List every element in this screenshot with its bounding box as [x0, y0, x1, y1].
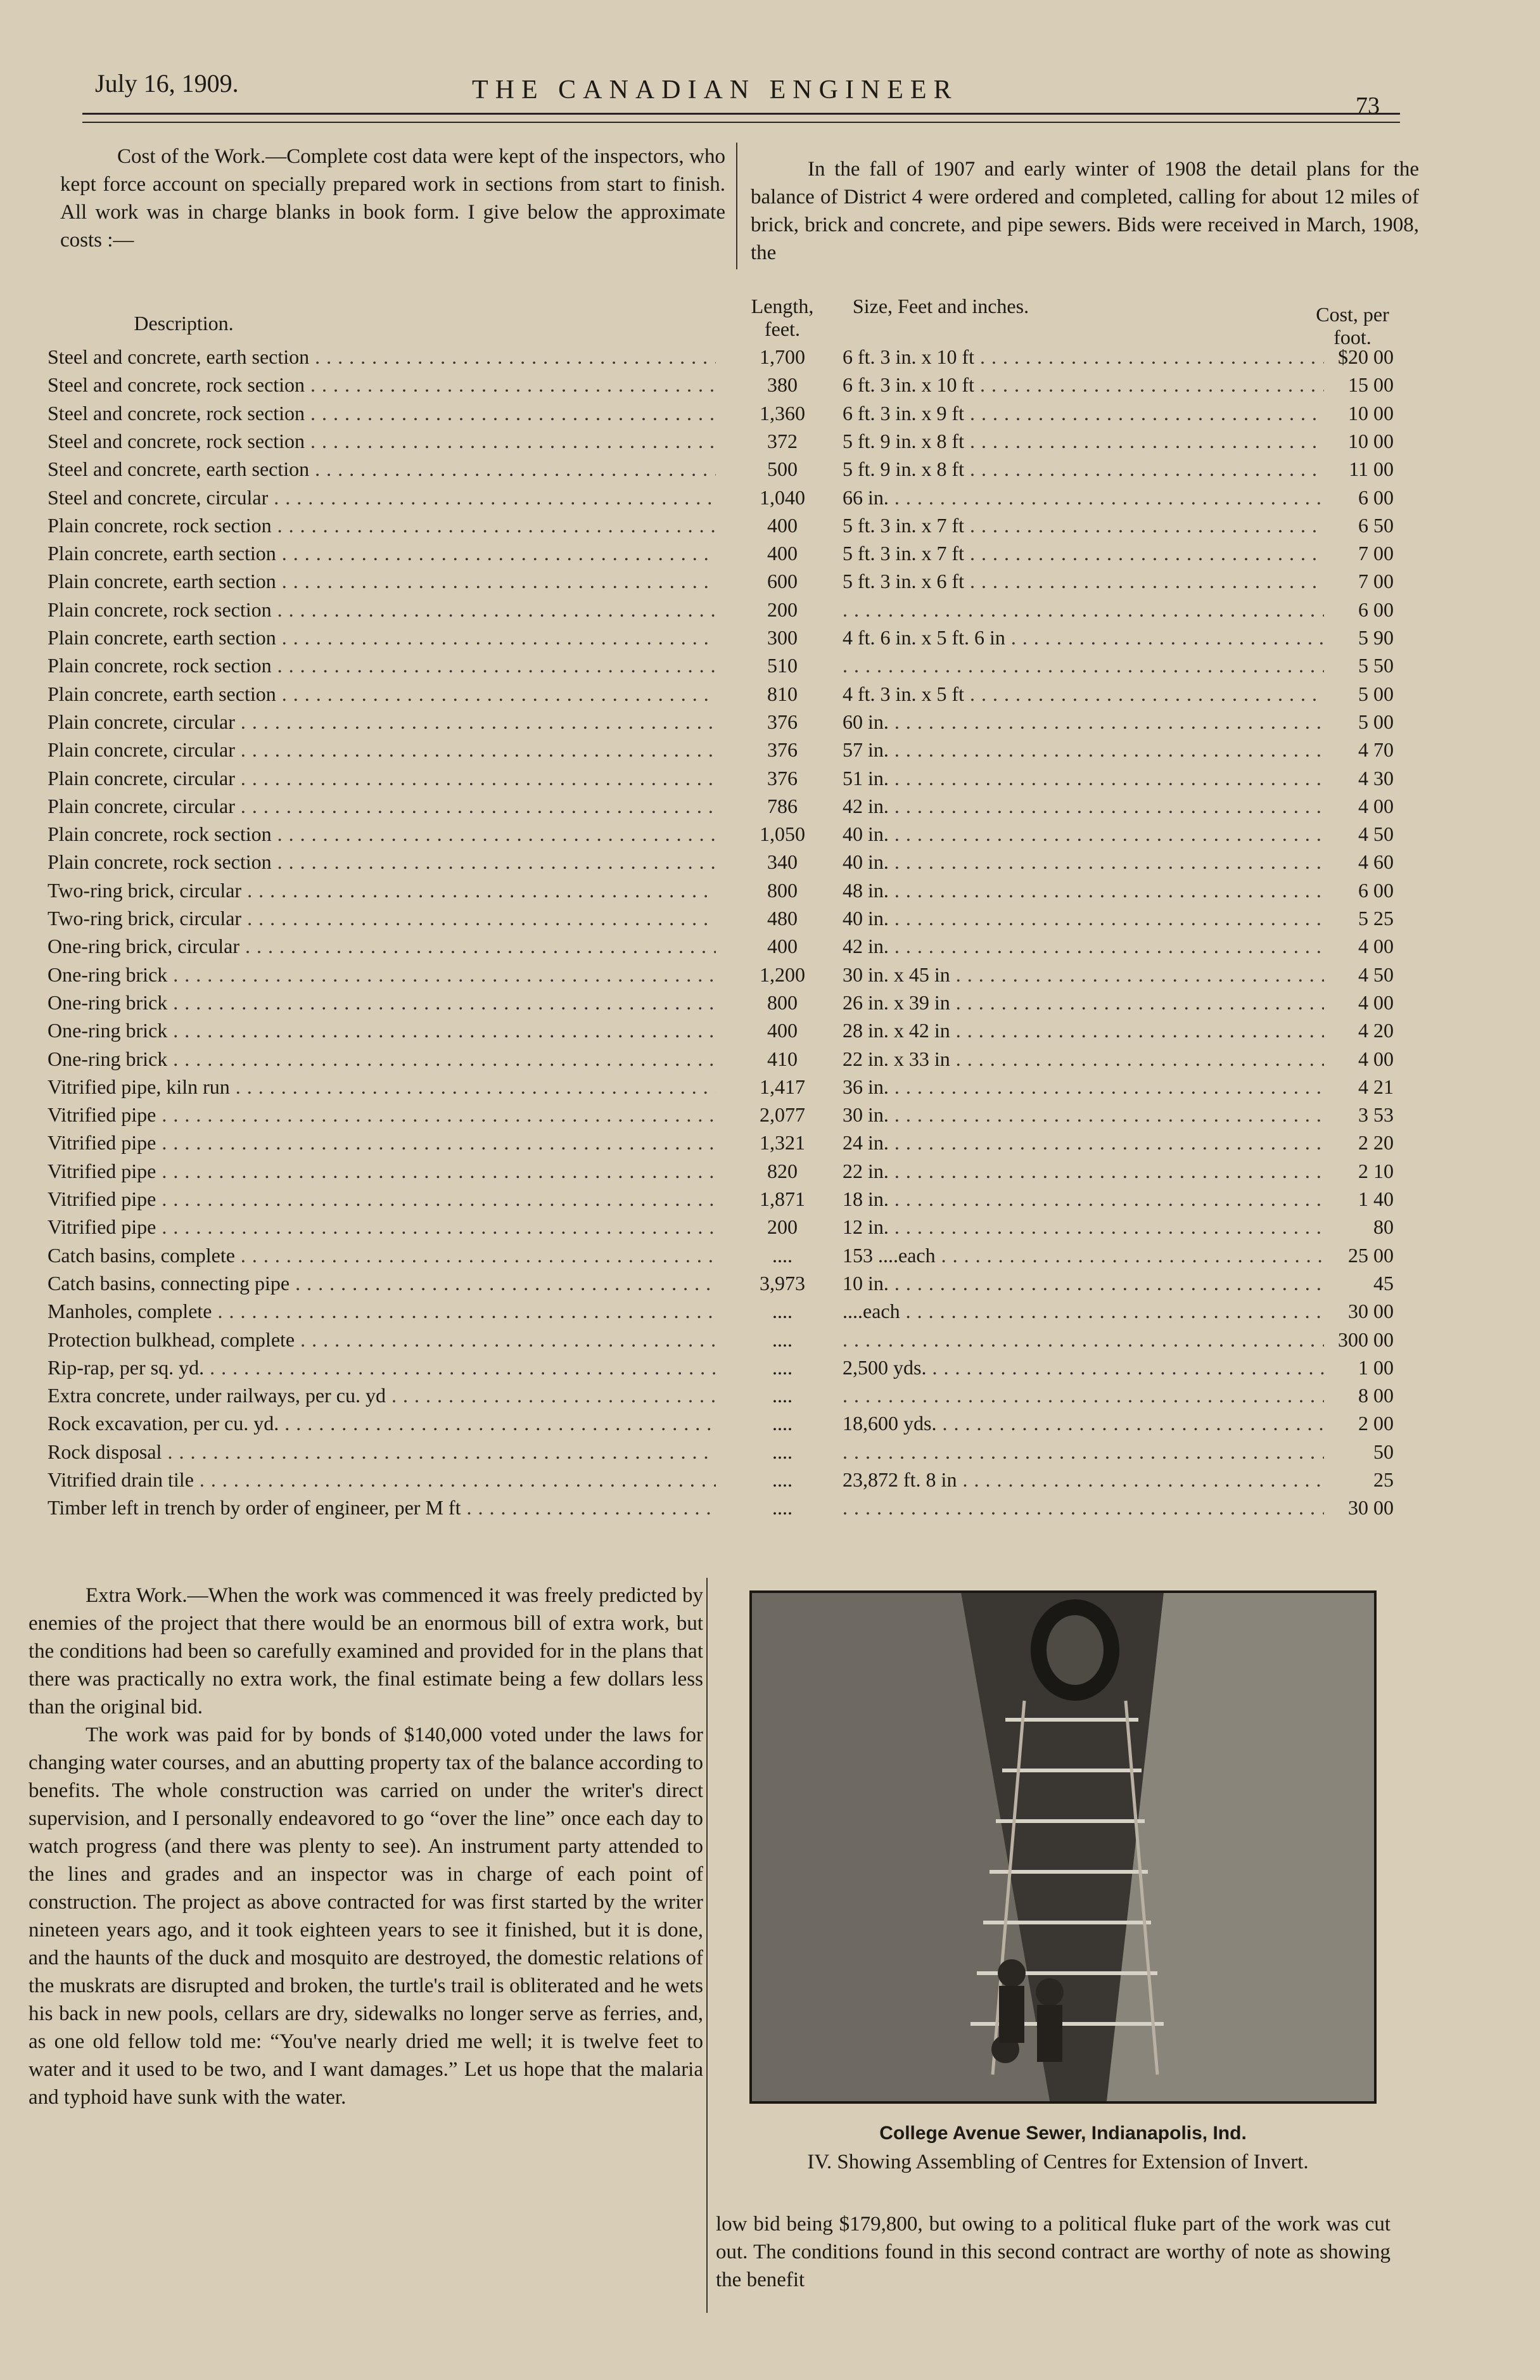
- table-row: [0, 1047, 1540, 1075]
- row-length: ....: [772, 1243, 792, 1267]
- row-description: Catch basins, complete . . .: [48, 1244, 716, 1267]
- row-size: 26 in. x 39 in . . .: [843, 991, 1324, 1014]
- row-cost: 300 00: [1338, 1328, 1394, 1351]
- row-cost: 4 21: [1358, 1075, 1394, 1098]
- table-row: [0, 1272, 1540, 1300]
- row-length: 3,973: [760, 1271, 805, 1295]
- row-size: 30 in. . . .: [843, 1103, 1324, 1127]
- row-description: Timber left in trench by order of engineer, per M ft . . .: [48, 1496, 716, 1519]
- row-cost: 6 00: [1358, 485, 1394, 509]
- row-size: 48 in. . . .: [843, 879, 1324, 902]
- row-cost: 30 00: [1348, 1496, 1394, 1519]
- row-size: 4 ft. 3 in. x 5 ft . . .: [843, 682, 1324, 706]
- row-length: 376: [767, 738, 798, 762]
- row-description: One-ring brick, circular . . .: [48, 935, 716, 958]
- row-length: 1,871: [760, 1187, 805, 1210]
- table-row: [0, 1328, 1540, 1356]
- row-length: ....: [772, 1440, 792, 1463]
- row-length: 376: [767, 766, 798, 790]
- row-description: Vitrified pipe, kiln run . . .: [48, 1075, 716, 1099]
- table-row: [0, 710, 1540, 738]
- row-size: 60 in. . . .: [843, 710, 1324, 734]
- row-cost: 15 00: [1348, 373, 1394, 397]
- row-size: 5 ft. 3 in. x 7 ft . . .: [843, 514, 1324, 537]
- table-row: [0, 795, 1540, 822]
- row-size: 2,500 yds. . . .: [843, 1356, 1324, 1379]
- row-length: 480: [767, 907, 798, 930]
- row-size: 5 ft. 9 in. x 8 ft . . .: [843, 457, 1324, 481]
- extra-work-text: Extra Work.—When the work was commenced it was freely predicted by enemies of the project that there would be an enormous bill of extra work, but the conditions had been so carefully examined and provided for in the plans that there was practically no extra work, the final estimate being a few dollars less than the original bid.: [29, 1584, 703, 1718]
- row-size: 30 in. x 45 in . . .: [843, 963, 1324, 987]
- bonds-text: The work was paid for by bonds of $140,000 voted under the laws for changing water courses, and an abutting property tax of the balance according to benefits. The whole construction was carried on under the writer's direct supervision, and I personally endeavored to go “over the line” once each day to watch progress (and there was plenty to see). An instrument party attended to the lines and grades and an inspector was in charge of each point of construction. The project as above contracted for was first started by the writer nineteen years ago, and it took eighteen years to see it finished, but it is done, and the haunts of the duck and mosquito are destroyed, the domestic relations of the muskrats are disrupted and broken, the turtle's trail is obliterated and he wets his back in new pools, cellars are dry, sidewalks no longer serve as ferries, and, as one old fellow told me: “You've nearly dried me well; it is twelve feet to water and it used to be two, and I want damages.” Let us hope that the malaria and typhoid have sunk with the water.: [29, 1724, 703, 2109]
- row-size: 28 in. x 42 in . . .: [843, 1019, 1324, 1042]
- row-size: 40 in. . . .: [843, 907, 1324, 930]
- row-description: Plain concrete, circular . . .: [48, 738, 716, 762]
- row-description: Plain concrete, earth section . . .: [48, 682, 716, 706]
- table-row: [0, 907, 1540, 935]
- table-row: [0, 345, 1540, 373]
- table-row: [0, 1244, 1540, 1272]
- row-length: 400: [767, 1019, 798, 1042]
- row-cost: 25 00: [1348, 1243, 1394, 1267]
- row-description: Steel and concrete, rock section . . .: [48, 430, 716, 453]
- row-length: 800: [767, 990, 798, 1014]
- row-size: 5 ft. 3 in. x 6 ft . . .: [843, 570, 1324, 593]
- row-length: 200: [767, 598, 798, 621]
- row-cost: 4 00: [1358, 935, 1394, 958]
- row-size: 18 in. . . .: [843, 1187, 1324, 1211]
- table-row: [0, 850, 1540, 878]
- row-description: Plain concrete, earth section . . .: [48, 570, 716, 593]
- row-description: Plain concrete, earth section . . .: [48, 542, 716, 565]
- row-description: Plain concrete, circular . . .: [48, 795, 716, 818]
- row-description: Plain concrete, circular . . .: [48, 710, 716, 734]
- row-description: Two-ring brick, circular . . .: [48, 879, 716, 902]
- header-rule: [82, 113, 1400, 115]
- figure-caption: IV. Showing Assembling of Centres for Extension of Invert.: [807, 2151, 1309, 2173]
- row-length: ....: [772, 1328, 792, 1351]
- table-row: [0, 1215, 1540, 1243]
- row-description: Plain concrete, rock section . . .: [48, 514, 716, 537]
- row-size: 10 in. . . .: [843, 1272, 1324, 1295]
- table-row: [0, 486, 1540, 514]
- table-row: [0, 373, 1540, 401]
- row-description: Steel and concrete, rock section . . .: [48, 402, 716, 425]
- row-size: 42 in. . . .: [843, 935, 1324, 958]
- row-length: 1,321: [760, 1131, 805, 1155]
- row-size: [843, 1440, 1324, 1464]
- header-cost: Cost, per foot.: [1316, 303, 1389, 349]
- row-cost: 5 00: [1358, 682, 1394, 705]
- row-size: [843, 1384, 1324, 1407]
- row-cost: 50: [1373, 1440, 1394, 1463]
- row-size: [843, 598, 1324, 622]
- row-cost: 5 00: [1358, 710, 1394, 733]
- row-size: 36 in. . . .: [843, 1075, 1324, 1099]
- row-cost: 4 00: [1358, 990, 1394, 1014]
- row-description: Plain concrete, circular . . .: [48, 767, 716, 790]
- row-length: 600: [767, 570, 798, 593]
- row-description: Manholes, complete . . .: [48, 1300, 716, 1323]
- row-length: 1,360: [760, 401, 805, 425]
- row-size: 22 in. . . .: [843, 1160, 1324, 1183]
- row-cost: 4 60: [1358, 850, 1394, 874]
- row-description: Steel and concrete, earth section . . .: [48, 345, 716, 369]
- row-cost: 4 50: [1358, 963, 1394, 986]
- table-row: [0, 1356, 1540, 1384]
- table-row: [0, 1412, 1540, 1440]
- column-divider-bottom: [706, 1578, 708, 2313]
- row-size: 66 in. . . .: [843, 486, 1324, 509]
- row-description: Two-ring brick, circular . . .: [48, 907, 716, 930]
- table-row: [0, 1019, 1540, 1047]
- row-cost: 45: [1373, 1271, 1394, 1295]
- row-description: One-ring brick . . .: [48, 963, 716, 987]
- row-length: 820: [767, 1159, 798, 1182]
- header-length: Length, feet.: [751, 295, 814, 340]
- row-size: 42 in. . . .: [843, 795, 1324, 818]
- row-cost: 4 70: [1358, 738, 1394, 762]
- row-length: ....: [772, 1496, 792, 1519]
- row-length: 1,040: [760, 485, 805, 509]
- row-description: Vitrified pipe . . .: [48, 1215, 716, 1239]
- row-cost: 8 00: [1358, 1384, 1394, 1407]
- row-size: [843, 1496, 1324, 1519]
- row-description: One-ring brick . . .: [48, 1047, 716, 1071]
- row-size: 40 in. . . .: [843, 850, 1324, 874]
- table-row: [0, 963, 1540, 991]
- row-description: Plain concrete, rock section . . .: [48, 850, 716, 874]
- row-cost: 2 00: [1358, 1412, 1394, 1435]
- row-description: Plain concrete, rock section . . .: [48, 654, 716, 677]
- row-cost: 25: [1373, 1468, 1394, 1491]
- table-row: [0, 1131, 1540, 1159]
- row-cost: 4 20: [1358, 1019, 1394, 1042]
- table-row: [0, 991, 1540, 1019]
- row-length: 340: [767, 850, 798, 874]
- header-size: Size, Feet and inches.: [852, 295, 1029, 317]
- cost-intro-paragraph: [60, 143, 725, 254]
- row-cost: 6 00: [1358, 598, 1394, 621]
- row-description: Vitrified pipe . . .: [48, 1103, 716, 1127]
- row-length: 2,077: [760, 1103, 805, 1127]
- row-cost: 3 53: [1358, 1103, 1394, 1127]
- row-cost: 1 40: [1358, 1187, 1394, 1210]
- row-description: Rip-rap, per sq. yd. . . .: [48, 1356, 716, 1379]
- row-size: 6 ft. 3 in. x 10 ft . . .: [843, 345, 1324, 369]
- row-cost: 2 10: [1358, 1159, 1394, 1182]
- header-rule-thin: [82, 122, 1400, 123]
- table-row: [0, 1160, 1540, 1187]
- row-description: Plain concrete, rock section . . .: [48, 598, 716, 622]
- issue-date: July 16, 1909.: [95, 69, 239, 98]
- table-row: [0, 1075, 1540, 1103]
- row-length: 410: [767, 1047, 798, 1070]
- row-description: Plain concrete, rock section . . .: [48, 822, 716, 846]
- row-cost: 4 00: [1358, 1047, 1394, 1070]
- row-description: Plain concrete, earth section . . .: [48, 626, 716, 649]
- row-length: ....: [772, 1468, 792, 1491]
- row-description: Vitrified pipe . . .: [48, 1160, 716, 1183]
- row-length: 400: [767, 542, 798, 565]
- table-row: [0, 879, 1540, 907]
- row-length: 1,200: [760, 963, 805, 986]
- row-description: One-ring brick . . .: [48, 1019, 716, 1042]
- table-row: [0, 402, 1540, 430]
- table-row: [0, 682, 1540, 710]
- table-row: [0, 738, 1540, 766]
- row-size: 5 ft. 3 in. x 7 ft . . .: [843, 542, 1324, 565]
- table-row: [0, 1440, 1540, 1468]
- row-cost: 4 30: [1358, 766, 1394, 790]
- row-description: Steel and concrete, circular . . .: [48, 486, 716, 509]
- table-row: [0, 430, 1540, 457]
- row-cost: 80: [1373, 1215, 1394, 1239]
- row-length: 376: [767, 710, 798, 733]
- low-bid-paragraph: [716, 2210, 1390, 2294]
- table-row: [0, 1103, 1540, 1131]
- row-size: 57 in. . . .: [843, 738, 1324, 762]
- row-size: 4 ft. 6 in. x 5 ft. 6 in . . .: [843, 626, 1324, 649]
- table-row: [0, 1496, 1540, 1524]
- row-size: 12 in. . . .: [843, 1215, 1324, 1239]
- row-size: 24 in. . . .: [843, 1131, 1324, 1155]
- row-length: 810: [767, 682, 798, 705]
- header-description: Description.: [134, 312, 234, 335]
- fall-1907-text: In the fall of 1907 and early winter of 1908 the detail plans for the balance of District 4 were ordered and completed, calling for about 12 miles of brick, brick and concrete, and pipe sewers. Bids were received in March, 1908, the: [751, 158, 1419, 264]
- row-length: ....: [772, 1355, 792, 1379]
- row-cost: 4 50: [1358, 822, 1394, 846]
- row-description: Protection bulkhead, complete . . .: [48, 1328, 716, 1352]
- row-description: Rock excavation, per cu. yd. . . .: [48, 1412, 716, 1435]
- row-length: 786: [767, 794, 798, 817]
- row-cost: 11 00: [1349, 457, 1394, 481]
- lower-left-column: [29, 1582, 703, 2111]
- table-row: [0, 514, 1540, 542]
- row-description: Steel and concrete, earth section . . .: [48, 457, 716, 481]
- row-size: 51 in. . . .: [843, 767, 1324, 790]
- journal-title: THE CANADIAN ENGINEER: [472, 75, 958, 105]
- row-description: Vitrified drain tile . . .: [48, 1468, 716, 1492]
- row-size: 23,872 ft. 8 in . . .: [843, 1468, 1324, 1492]
- row-description: One-ring brick . . .: [48, 991, 716, 1014]
- row-size: 18,600 yds. . . .: [843, 1412, 1324, 1435]
- row-size: 22 in. x 33 in . . .: [843, 1047, 1324, 1071]
- row-length: 380: [767, 373, 798, 397]
- row-description: Extra concrete, under railways, per cu. yd . . .: [48, 1384, 716, 1407]
- row-description: Catch basins, connecting pipe . . .: [48, 1272, 716, 1295]
- row-description: Vitrified pipe . . .: [48, 1131, 716, 1155]
- figure-title: College Avenue Sewer, Indianapolis, Ind.: [879, 2123, 1247, 2144]
- row-size: [843, 1328, 1324, 1352]
- row-cost: 10 00: [1348, 429, 1394, 452]
- table-row: [0, 767, 1540, 795]
- row-length: 1,050: [760, 822, 805, 846]
- row-description: Vitrified pipe . . .: [48, 1187, 716, 1211]
- table-row: [0, 457, 1540, 485]
- table-row: [0, 542, 1540, 570]
- table-row: [0, 935, 1540, 963]
- row-cost: 7 00: [1358, 570, 1394, 593]
- table-row: [0, 626, 1540, 654]
- row-size: 5 ft. 9 in. x 8 ft . . .: [843, 430, 1324, 453]
- row-cost: $20 00: [1338, 345, 1394, 368]
- row-size: 6 ft. 3 in. x 9 ft . . .: [843, 402, 1324, 425]
- table-row: [0, 654, 1540, 682]
- row-length: 500: [767, 457, 798, 481]
- row-size: 6 ft. 3 in. x 10 ft . . .: [843, 373, 1324, 397]
- row-length: 372: [767, 429, 798, 452]
- table-row: [0, 1300, 1540, 1328]
- row-cost: 5 50: [1358, 654, 1394, 677]
- row-description: Rock disposal . . .: [48, 1440, 716, 1464]
- table-row: [0, 1468, 1540, 1496]
- cost-intro-text: Cost of the Work.—Complete cost data were kept of the inspectors, who kept force account on specially prepared work in sections from start to finish. All work was in charge blanks in book form. I give below the approximate costs :—: [60, 145, 725, 252]
- row-length: 1,417: [760, 1075, 805, 1098]
- row-length: 1,700: [760, 345, 805, 368]
- row-cost: 6 50: [1358, 513, 1394, 537]
- trench-illustration: [752, 1593, 1374, 2101]
- row-length: 800: [767, 878, 798, 902]
- row-length: 510: [767, 654, 798, 677]
- row-cost: 2 20: [1358, 1131, 1394, 1155]
- row-cost: 6 00: [1358, 878, 1394, 902]
- row-length: ....: [772, 1300, 792, 1323]
- table-row: [0, 598, 1540, 626]
- table-row: [0, 570, 1540, 598]
- row-cost: 1 00: [1358, 1355, 1394, 1379]
- row-cost: 10 00: [1348, 401, 1394, 425]
- low-bid-text: low bid being $179,800, but owing to a political fluke part of the work was cut out. The conditions found in this second contract are worthy of note as showing the benefit: [716, 2213, 1390, 2291]
- row-length: ....: [772, 1412, 792, 1435]
- row-cost: 7 00: [1358, 542, 1394, 565]
- row-length: 400: [767, 935, 798, 958]
- row-length: 200: [767, 1215, 798, 1239]
- fall-1907-paragraph: [751, 155, 1419, 267]
- row-description: Steel and concrete, rock section . . .: [48, 373, 716, 397]
- row-size: ....each . . .: [843, 1300, 1324, 1323]
- row-cost: 4 00: [1358, 794, 1394, 817]
- row-size: 40 in. . . .: [843, 822, 1324, 846]
- page-number: 73: [1356, 93, 1380, 119]
- row-size: 153 ....each . . .: [843, 1244, 1324, 1267]
- row-cost: 30 00: [1348, 1300, 1394, 1323]
- table-row: [0, 1187, 1540, 1215]
- row-length: 300: [767, 626, 798, 649]
- table-row: [0, 1384, 1540, 1412]
- row-size: [843, 654, 1324, 677]
- row-length: ....: [772, 1384, 792, 1407]
- column-divider-top: [736, 143, 737, 269]
- sewer-photograph: [749, 1590, 1377, 2104]
- row-length: 400: [767, 513, 798, 537]
- row-cost: 5 25: [1358, 907, 1394, 930]
- row-cost: 5 90: [1358, 626, 1394, 649]
- table-row: [0, 822, 1540, 850]
